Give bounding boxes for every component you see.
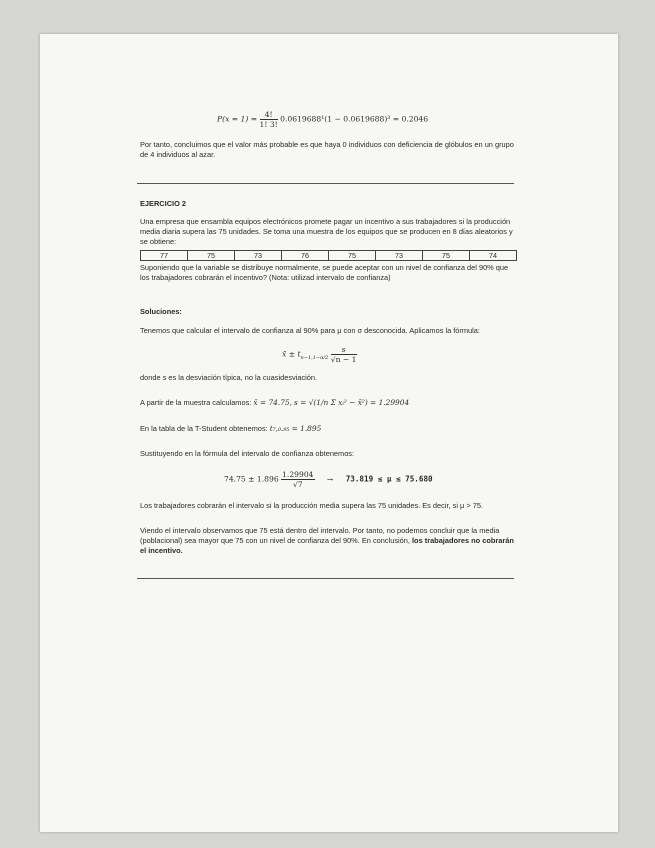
t-student-line xyxy=(140,424,520,434)
result-arrow: → xyxy=(326,474,334,484)
solutions-intro: Tenemos que calcular el intervalo de confianza al 90% para μ con σ desconocida. Aplicamos la fórmula: xyxy=(140,326,480,335)
sample-cell: 74 xyxy=(470,251,517,261)
ci-formula-fraction xyxy=(331,345,357,364)
divider-1 xyxy=(137,183,514,184)
exercise-statement: Una empresa que ensambla equipos electrónicos promete pagar un incentivo a sus trabajadores si la producción media diaria supera las 75 unidades. Se toma una muestra de los equipos que se producen en 8 días aleatorios y se obtiene: xyxy=(140,217,513,246)
result-den: √7 xyxy=(292,480,303,489)
top-formula-den: 1! 3! xyxy=(259,120,278,129)
std-note: donde s es la desviación típica, no la cuasidesviación. xyxy=(140,373,318,382)
sample-std: s = √(1/n Σ xᵢ² − x̄²) = 1.29904 xyxy=(294,398,410,407)
divider-2 xyxy=(137,578,514,579)
exercise-question: Suponiendo que la variable se distribuye normalmente, se puede aceptar con un nivel de confianza del 90% que los trabajadores cobrarán el incentivo? (Nota: utilizad intervalo de confianza) xyxy=(140,263,509,282)
exercise-title: EJERCICIO 2 xyxy=(140,199,187,208)
top-formula-lhs: P(x = 1) = xyxy=(217,114,258,124)
table-row xyxy=(141,251,517,261)
final-conclusion-text: Viendo el intervalo observamos que 75 está dentro del intervalo. Por tanto, no podemos concluir que la media (poblacional) sea mayor que 75 con un nivel de confianza del 90%. En conclusión, xyxy=(140,526,500,545)
t-student-value: t₇,₀.₉₅ = 1.895 xyxy=(269,424,322,433)
sample-cell: 73 xyxy=(376,251,423,261)
sample-cell: 73 xyxy=(235,251,282,261)
ci-formula-num: s xyxy=(331,345,357,355)
sample-mean: x̄ = 74.75, xyxy=(253,398,292,407)
ci-formula-den: √n − 1 xyxy=(330,355,357,364)
sample-cell: 77 xyxy=(141,251,188,261)
result-interval: 73.819 ≤ μ ≤ 75.680 xyxy=(345,474,433,484)
substitution-text: Sustituyendo en la fórmula del intervalo de confianza obtenemos: xyxy=(140,449,355,458)
ci-formula-left: x̄ ± t xyxy=(282,349,301,359)
result-left: 74.75 ± 1.896 xyxy=(224,474,279,484)
sample-cell: 76 xyxy=(282,251,329,261)
final-conclusion xyxy=(140,526,518,556)
ci-formula xyxy=(282,345,357,364)
top-formula-fraction xyxy=(260,110,278,129)
result-num: 1.29904 xyxy=(282,470,314,479)
t-student-text: En la tabla de la T-Student obtenemos: xyxy=(140,424,268,433)
final-conclusion-bold: los trabajadores no cobrarán el incentivo. xyxy=(140,536,514,555)
solutions-heading: Soluciones: xyxy=(140,307,182,316)
sample-stats xyxy=(140,398,520,408)
result-fraction xyxy=(281,470,314,489)
sample-cell: 75 xyxy=(188,251,235,261)
top-formula xyxy=(217,110,428,129)
top-formula-rhs: 0.0619688¹(1 − 0.0619688)³ = 0.2046 xyxy=(280,114,429,124)
sample-table xyxy=(140,250,517,261)
ci-formula-sub: n−1,1−α/2 xyxy=(300,355,329,362)
top-formula-num: 4! xyxy=(260,110,278,120)
sample-cell: 75 xyxy=(329,251,376,261)
incentive-condition: Los trabajadores cobrarán el intervalo si la producción media supera las 75 unidades. Es decir, si μ > 75. xyxy=(140,501,483,510)
sample-cell: 75 xyxy=(423,251,470,261)
sample-stats-text: A partir de la muestra calculamos: xyxy=(140,398,252,407)
conclusion-paragraph: Por tanto, concluimos que el valor más probable es que haya 0 individuos con deficiencia de glóbulos en un grupo de 4 individuos al azar. xyxy=(140,140,514,159)
result-formula xyxy=(224,470,433,489)
